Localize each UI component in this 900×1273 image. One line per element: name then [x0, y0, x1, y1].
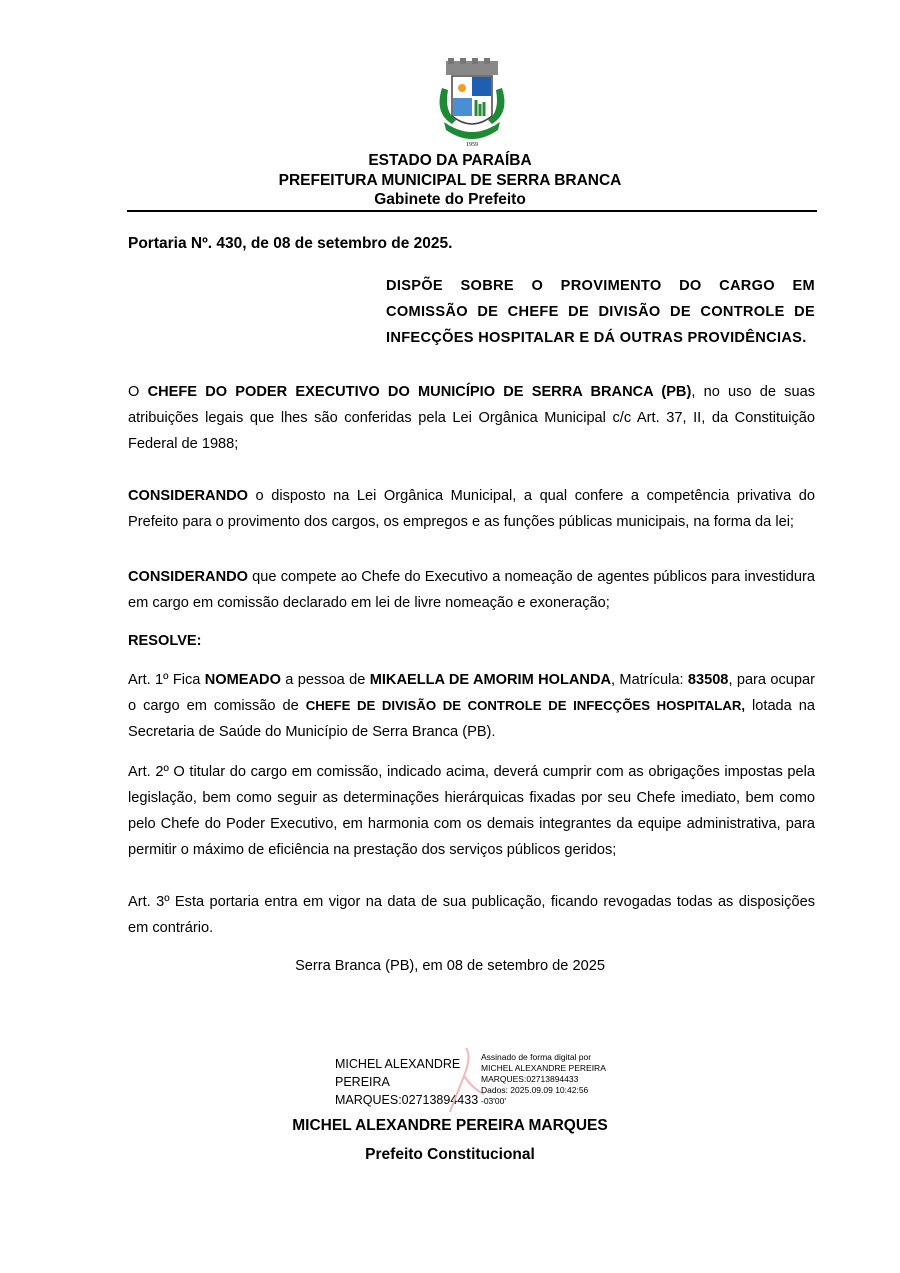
header-state: ESTADO DA PARAÍBA	[368, 152, 532, 169]
resolve-heading: RESOLVE:	[128, 633, 202, 649]
coat-of-arms-logo	[432, 58, 512, 148]
considering-paragraph-1: CONSIDERANDO o disposto na Lei Orgânica Municipal, a qual confere a competência privativa do Prefeito para o provimento dos cargos, os empregos e as funções públicas municipais, na forma da lei;	[128, 488, 815, 530]
article-2: Art. 2º O titular do cargo em comissão, indicado acima, deverá cumprir com as obrigações impostas pela legislação, bem como seguir as determinações hierárquicas fixadas por seu Chefe imediato, bem como pelo Chefe do Poder Executivo, em harmonia com os demais integrantes da equipe administrativa, para permitir o máximo de eficiência na prestação dos serviços públicos geridos;	[128, 764, 815, 858]
signer-role: Prefeito Constitucional	[365, 1146, 535, 1163]
digital-signature-name: MICHEL ALEXANDRE PEREIRA MARQUES:02713894433	[335, 1057, 479, 1107]
header-municipality: PREFEITURA MUNICIPAL DE SERRA BRANCA	[278, 171, 622, 189]
digital-signature-info: Assinado de forma digital por MICHEL ALEXANDRE PEREIRA MARQUES:02713894433 Dados: 2025.09.09 10:42:56 -03'00'	[481, 1052, 606, 1106]
article-1: Art. 1º Fica NOMEADO a pessoa de MIKAELLA DE AMORIM HOLANDA, Matrícula: 83508, para ocupar o cargo em comissão de CHEFE DE DIVISÃO DE CONTROLE DE INFECÇÕES HOSPITALAR, lotada na Secretaria de Saúde do Município de Serra Branca (PB).	[128, 672, 816, 740]
header-divider	[127, 210, 817, 212]
ordinance-subject: DISPÕE SOBRE O PROVIMENTO DO CARGO EM COMISSÃO DE CHEFE DE DIVISÃO DE CONTROLE DE INFECÇÕES HOSPITALAR E DÁ OUTRAS PROVIDÊNCIAS.	[386, 278, 815, 346]
pdf-signature-watermark-icon	[446, 1046, 486, 1121]
ordinance-title: Portaria Nº. 430, de 08 de setembro de 2025.	[128, 235, 453, 252]
coat-of-arms-year: 1959	[466, 142, 478, 148]
header-office: Gabinete do Prefeito	[374, 191, 526, 208]
preamble-paragraph: O CHEFE DO PODER EXECUTIVO DO MUNICÍPIO DE SERRA BRANCA (PB), no uso de suas atribuições legais que lhes são conferidas pela Lei Orgânica Municipal c/c Art. 37, II, da Constituição Federal de 1988;	[128, 384, 816, 452]
article-3: Art. 3º Esta portaria entra em vigor na data de sua publicação, ficando revogadas todas as disposições em contrário.	[128, 894, 815, 936]
place-date: Serra Branca (PB), em 08 de setembro de 2025	[295, 958, 605, 974]
considering-paragraph-2: CONSIDERANDO que compete ao Chefe do Executivo a nomeação de agentes públicos para investidura em cargo em comissão declarado em lei de livre nomeação e exoneração;	[128, 569, 815, 611]
signer-name: MICHEL ALEXANDRE PEREIRA MARQUES	[292, 1117, 608, 1134]
